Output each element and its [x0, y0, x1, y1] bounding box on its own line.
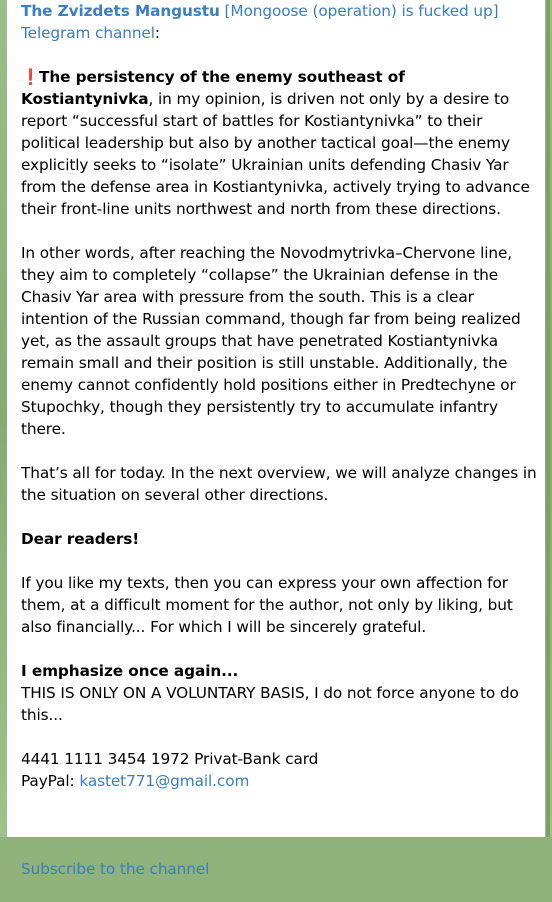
forward-header — [21, 0, 537, 44]
payment-info — [21, 748, 537, 792]
ukraine-flag-icon — [21, 818, 41, 832]
channel-name-link[interactable]: The Zvizdets Mangustu — [21, 2, 220, 20]
paragraph-3: That’s all for today. In the next overview, we will analyze changes in the situation on several other directions. — [21, 464, 537, 504]
paragraph-2: In other words, after reaching the Novodmytrivka–Chervone line, they aim to completely “collapse” the Ukrainian defense in the Chasiv Yar area with pressure from the south. This is a clear intention of the Russian command, though far from being realized yet, as the assault groups that have penetrated Kostiantynivka remain small and their position is still unstable. Additionally, the enemy cannot confidently hold positions either in Predtechyne or Stupochky, though they persistently try to accumulate infantry there. — [21, 244, 521, 438]
paragraph-6-text: THIS IS ONLY ON A VOLUNTARY BASIS, I do not force anyone to do this... — [21, 684, 519, 724]
paragraph-5: If you like my texts, then you can express your own affection for them, at a difficult moment for the author, not only by liking, but also financially... For which I will be sincerely grateful. — [21, 574, 513, 636]
telegram-channel-link[interactable]: Telegram channel — [21, 24, 155, 42]
paragraph-1-lead: The persistency of the enemy southeast of Kostiantynivka — [21, 68, 405, 108]
paypal-label: PayPal: — [21, 772, 80, 790]
card-line: 4441 1111 3454 1972 Privat-Bank card — [21, 750, 319, 768]
subscribe-link[interactable]: Subscribe to the channel — [21, 860, 210, 878]
subscribe-line — [21, 814, 537, 836]
header-bracket-open: [Mongoose ( — [219, 2, 319, 20]
paypal-email-link[interactable]: kastet771@gmail.com — [79, 772, 250, 790]
message-bubble — [7, 0, 545, 878]
paragraph-6 — [21, 660, 537, 726]
scrollbar[interactable] — [546, 0, 550, 837]
header-bracket-rest: ) is fucked up] — [390, 2, 499, 20]
paragraph-6-bold: I emphasize once again... — [21, 662, 239, 680]
paragraph-1-text: , in my opinion, is driven not only by a desire to report “successful start of battles for Kostiantynivka” to their political leadership but also by another tactical goal—the enemy explicitly seeks to “isolate” Ukrainian units defending Chasiv Yar from the defense area in Kostiantynivka, actively trying to advance their front-line units northwest and north from these directions. — [21, 90, 530, 218]
header-colon: : — [154, 24, 160, 42]
message-content — [21, 0, 537, 902]
exclamation-icon: ❗ — [21, 68, 40, 86]
paragraph-4: Dear readers! — [21, 530, 140, 548]
operation-link[interactable]: operation — [318, 2, 391, 20]
paragraph-1 — [21, 66, 537, 220]
